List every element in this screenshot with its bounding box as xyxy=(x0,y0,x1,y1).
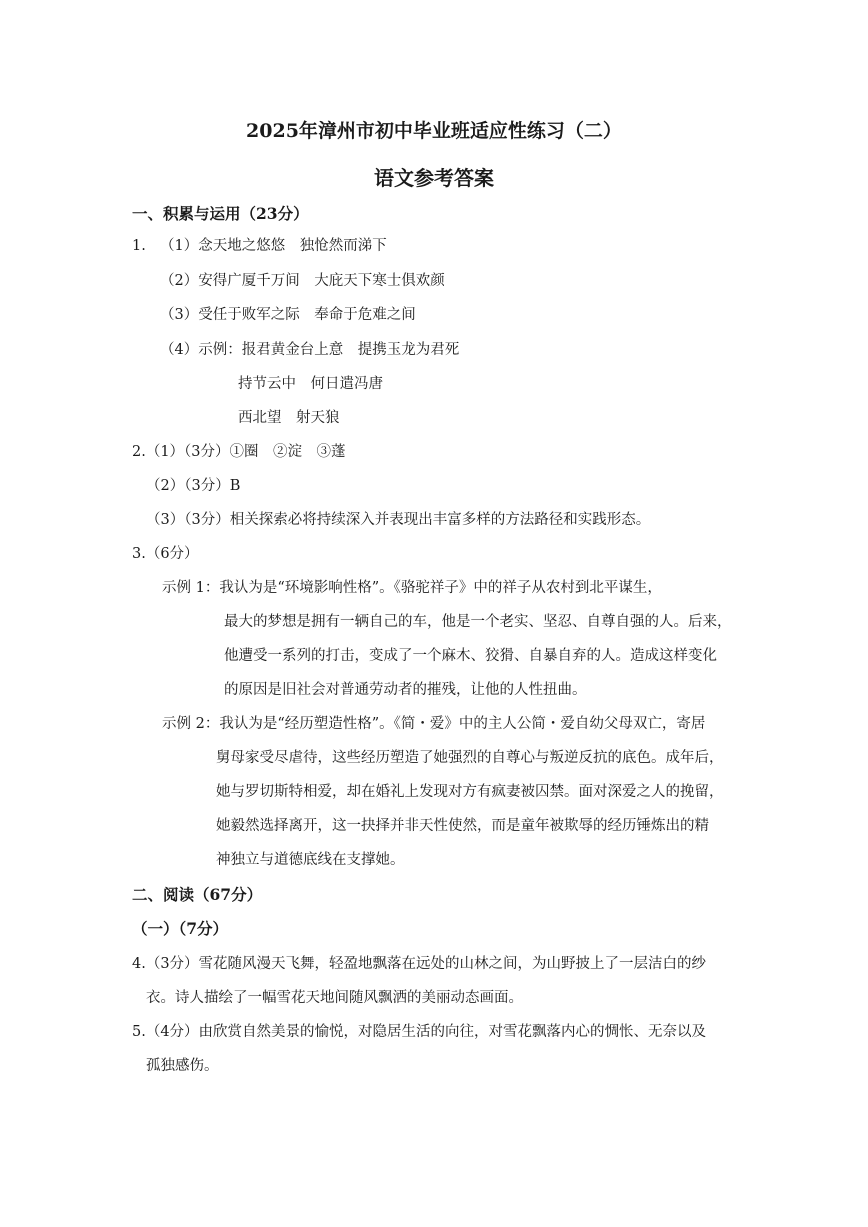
q1-answer-3: （3）受任于败军之际 奉命于危难之间 xyxy=(160,307,416,323)
q2-answer-3: （3）（3分）相关探索必将持续深入并表现出丰富多样的方法路径和实践形态。 xyxy=(146,512,651,528)
q1-answer-1: （1）念天地之悠悠 独怆然而涕下 xyxy=(160,238,387,254)
document-title: 2025年漳州市初中毕业班适应性练习（二） xyxy=(246,120,622,142)
q3-example2-line: 神独立与道德底线在支撑她。 xyxy=(216,852,405,868)
q3-example1-line: 最大的梦想是拥有一辆自己的车，他是一个老实、坚忍、自尊自强的人。后来， xyxy=(224,614,732,630)
q3-heading: 3.（6分） xyxy=(132,546,199,562)
q1-answer-4b: 持节云中 何日遣冯唐 xyxy=(238,376,383,392)
q3-example2-line: 她毅然选择离开，这一抉择并非天性使然，而是童年被欺辱的经历锤炼出的精 xyxy=(216,818,709,834)
q3-example1-line: 他遭受一系列的打击，变成了一个麻木、狡猾、自暴自弃的人。造成这样变化 xyxy=(224,648,717,664)
section1-heading: 一、积累与运用（23分） xyxy=(132,204,309,223)
q3-example2-line: 她与罗切斯特相爱，却在婚礼上发现对方有疯妻被囚禁。面对深爱之人的挽留， xyxy=(216,784,724,800)
q5-answer-line: 孤独感伤。 xyxy=(146,1058,219,1074)
q3-example2-line: 示例 2：我认为是“经历塑造性格”。《简・爱》中的主人公简・爱自幼父母双亡，寄居 xyxy=(162,716,706,732)
q5-answer-line: 5.（4分）由欣赏自然美景的愉悦，对隐居生活的向往，对雪花飘落内心的惆怅、无奈以及 xyxy=(132,1024,707,1040)
q2-answer-2: （2）（3分）B xyxy=(146,478,241,494)
q4-answer-line: 4.（3分）雪花随风漫天飞舞，轻盈地飘落在远处的山林之间，为山野披上了一层洁白的纱 xyxy=(132,956,707,972)
q2-answer-1: 2.（1）（3分）①圈 ②淀 ③蓬 xyxy=(132,444,346,460)
section2-sub1-heading: （一）（7分） xyxy=(132,919,229,938)
q1-answer-4: （4）示例：报君黄金台上意 提携玉龙为君死 xyxy=(160,342,460,358)
q3-example1-line: 示例 1：我认为是“环境影响性格”。《骆驼祥子》中的祥子从农村到北平谋生， xyxy=(162,580,662,596)
q1-answer-4c: 西北望 射天狼 xyxy=(238,410,340,426)
q1-number: 1. xyxy=(132,238,146,254)
q3-example1-line: 的原因是旧社会对普通劳动者的摧残，让他的人性扭曲。 xyxy=(224,682,587,698)
q3-example2-line: 舅母家受尽虐待，这些经历塑造了她强烈的自尊心与叛逆反抗的底色。成年后， xyxy=(216,750,724,766)
q4-answer-line: 衣。诗人描绘了一幅雪花天地间随风飘洒的美丽动态画面。 xyxy=(146,990,523,1006)
section2-heading: 二、阅读（67分） xyxy=(132,885,263,904)
document-subtitle: 语文参考答案 xyxy=(374,166,494,190)
q1-answer-2: （2）安得广厦千万间 大庇天下寒士俱欢颜 xyxy=(160,273,445,289)
